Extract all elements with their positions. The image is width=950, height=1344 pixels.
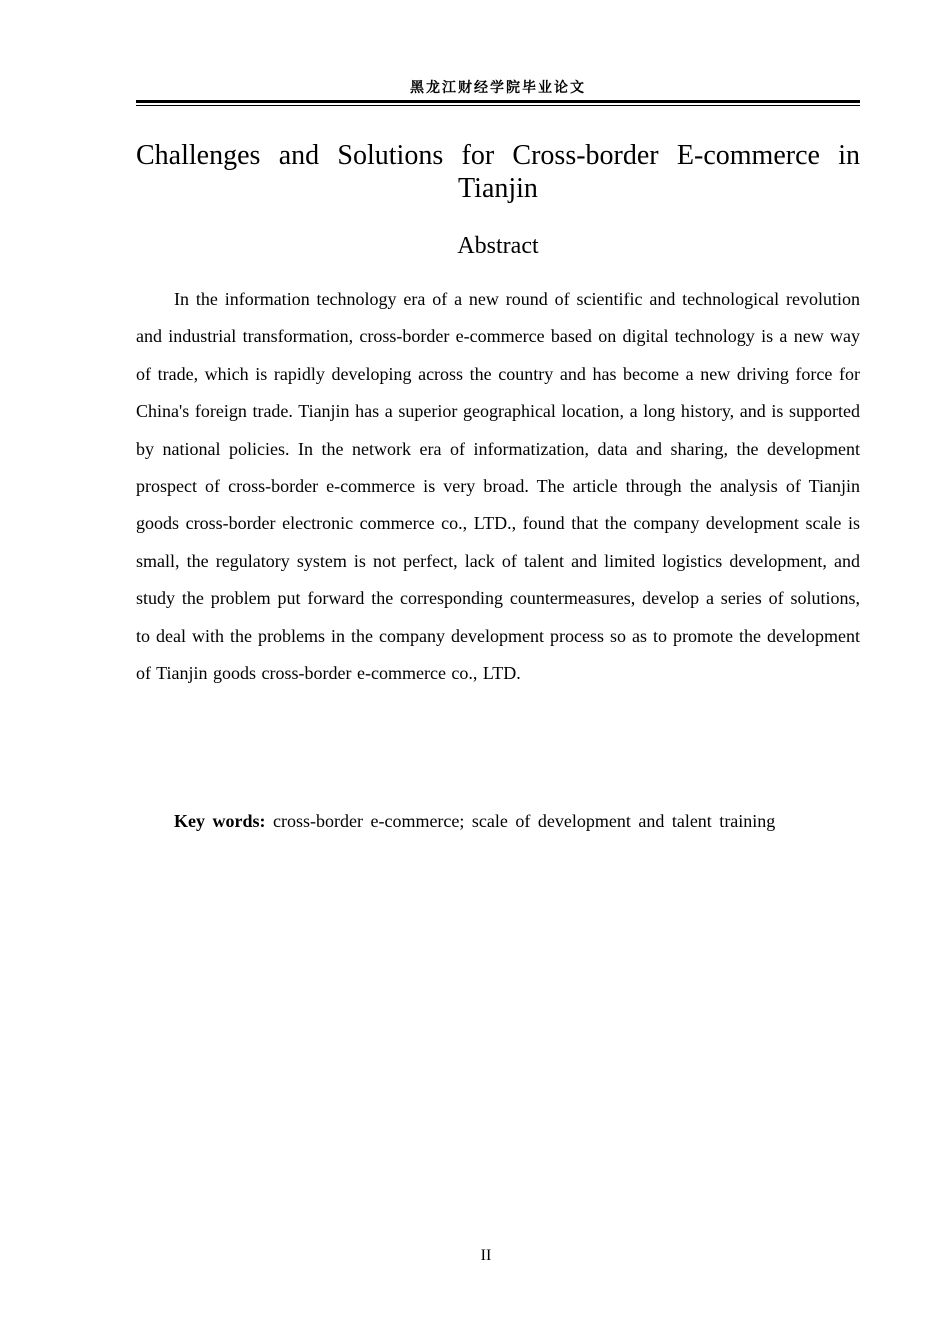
- header-rule: [136, 100, 860, 106]
- abstract-body: In the information technology era of a new round of scientific and technological revolution and industrial transformation, cross-border e-commerce based on digital technology is a new way of trade, which is rapidly developing across the country and has become a new driving force for China's foreign trade. Tianjin has a superior geographical location, a long history, and is supported by national policies. In the network era of informatization, data and sharing, the development prospect of cross-border e-commerce is very broad. The article through the analysis of Tianjin goods cross-border electronic commerce co., LTD., found that the company development scale is small, the regulatory system is not perfect, lack of talent and limited logistics development, and study the problem put forward the corresponding countermeasures, develop a series of solutions, to deal with the problems in the company development process so as to promote the development of Tianjin goods cross-border e-commerce co., LTD.: [136, 289, 860, 684]
- header-rule-thick: [136, 100, 860, 103]
- keywords-line: [136, 805, 860, 837]
- keywords-label: Key words:: [174, 811, 266, 831]
- page-number: II: [480, 1247, 492, 1264]
- paper-title: Challenges and Solutions for Cross-border E-commerce in Tianjin: [136, 140, 860, 204]
- keywords-text: cross-border e-commerce; scale of development and talent training: [273, 811, 776, 831]
- abstract-heading: Abstract: [457, 233, 539, 259]
- running-header: 黑龙江财经学院毕业论文: [410, 80, 586, 96]
- header-rule-thin: [136, 105, 860, 106]
